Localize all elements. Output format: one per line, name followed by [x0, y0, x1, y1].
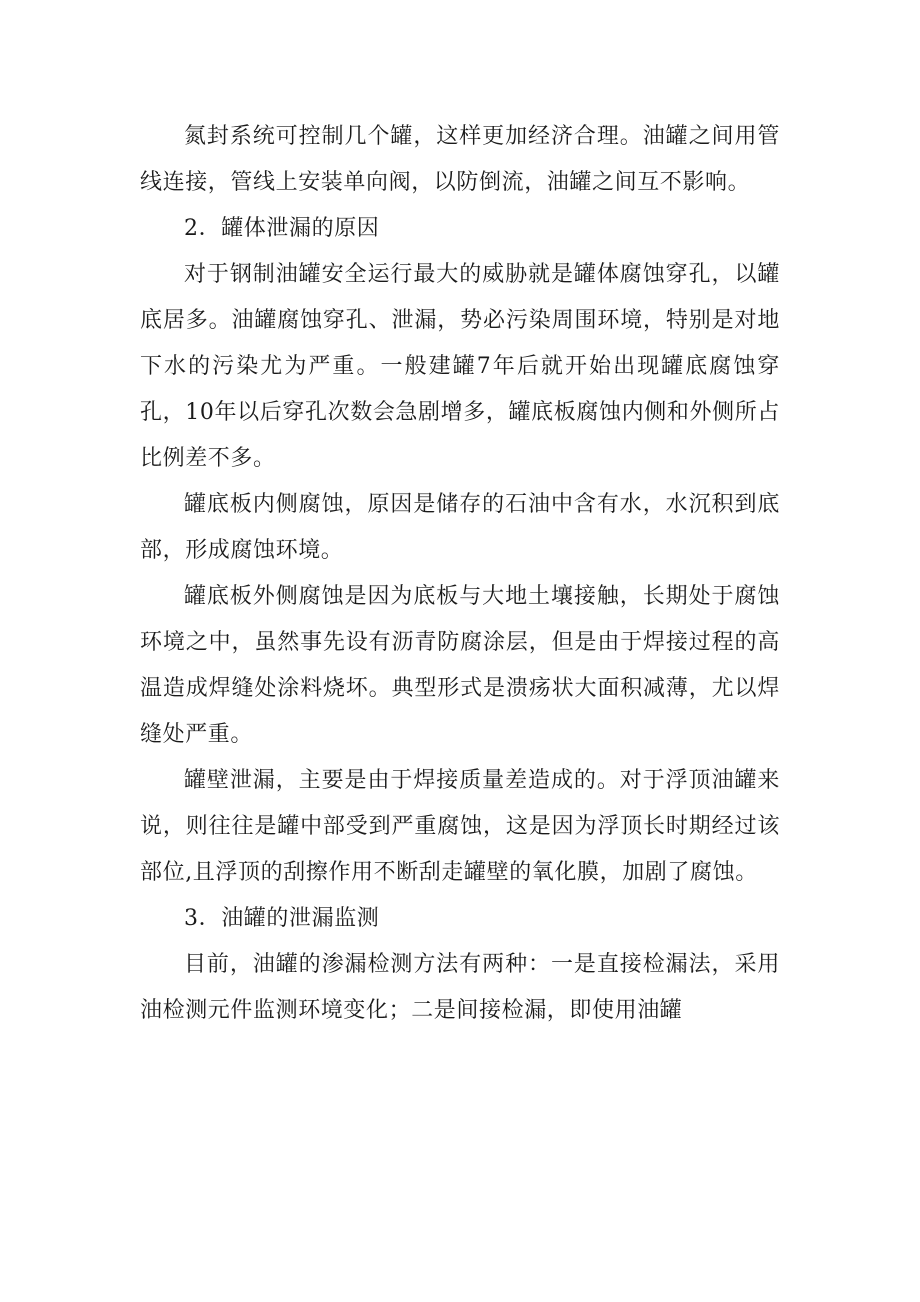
paragraph-nitrogen-seal: 氮封系统可控制几个罐，这样更加经济合理。油罐之间用管线连接，管线上安装单向阀，以防倒流，油罐之间互不影响。	[140, 124, 780, 195]
paragraph-wall-leakage: 罐壁泄漏，主要是由于焊接质量差造成的。对于浮顶油罐来说，则往往是罐中部受到严重腐蚀，这是因为浮顶长时期经过该部位,且浮顶的刮擦作用不断刮走罐壁的氧化膜，加剧了腐蚀。	[140, 768, 780, 885]
document-body	[140, 114, 780, 1034]
section-heading-leak-causes: 2．罐体泄漏的原因	[184, 216, 380, 241]
section-heading-leak-monitoring: 3．油罐的泄漏监测	[184, 906, 380, 931]
paragraph-detection-methods: 目前，油罐的渗漏检测方法有两种：一是直接检漏法，采用油检测元件监测环境变化；二是间接检漏，即使用油罐	[140, 952, 780, 1023]
paragraph-outer-corrosion: 罐底板外侧腐蚀是因为底板与大地土壤接触，长期处于腐蚀环境之中，虽然事先设有沥青防腐涂层，但是由于焊接过程的高温造成焊缝处涂料烧坏。典型形式是溃疡状大面积减薄，尤以焊缝处严重。	[140, 584, 780, 747]
paragraph-inner-corrosion: 罐底板内侧腐蚀，原因是储存的石油中含有水，水沉积到底部，形成腐蚀环境。	[140, 492, 780, 563]
paragraph-corrosion-threat: 对于钢制油罐安全运行最大的威胁就是罐体腐蚀穿孔，以罐底居多。油罐腐蚀穿孔、泄漏，势必污染周围环境，特别是对地下水的污染尤为严重。一般建罐7年后就开始出现罐底腐蚀穿孔，10年以后穿孔次数会急剧增多，罐底板腐蚀内侧和外侧所占比例差不多。	[140, 262, 780, 471]
